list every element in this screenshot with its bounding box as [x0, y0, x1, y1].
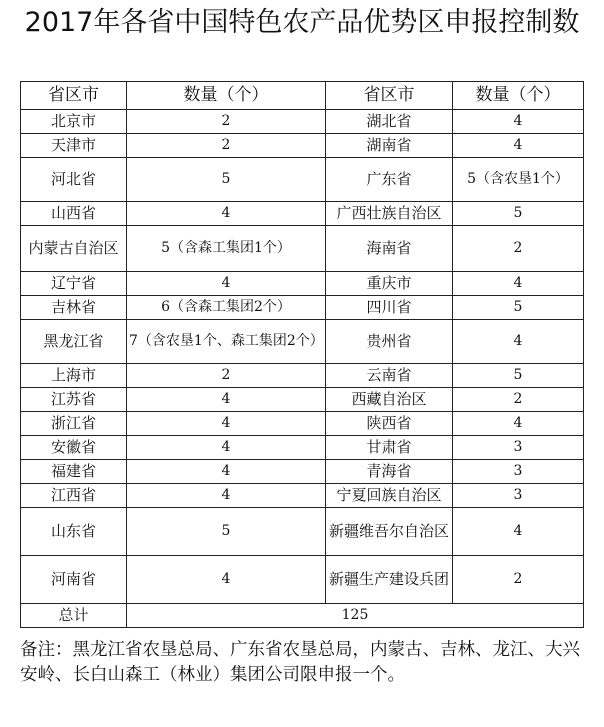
- count-cell: 5: [127, 158, 326, 202]
- table-row: [21, 202, 584, 226]
- province-cell: 山西省: [21, 202, 127, 226]
- province-cell: 天津市: [21, 134, 127, 158]
- province-cell: 辽宁省: [21, 272, 127, 296]
- province-cell: 广西壮族自治区: [326, 202, 453, 226]
- count-cell: 7（含农垦1个、森工集团2个）: [127, 320, 326, 364]
- province-cell: 河北省: [21, 158, 127, 202]
- count-cell: 5: [127, 508, 326, 556]
- table-row: [21, 556, 584, 604]
- province-cell: 北京市: [21, 110, 127, 134]
- footnote: 备注：黑龙江省农垦总局、广东省农垦总局，内蒙古、吉林、龙江、大兴安岭、长白山森工（林业）集团公司限申报一个。: [20, 640, 580, 685]
- count-cell: 5（含农垦1个）: [453, 158, 584, 202]
- quota-table: [20, 81, 584, 628]
- province-cell: 西藏自治区: [326, 388, 453, 412]
- table-row: [21, 508, 584, 556]
- count-cell: 4: [127, 436, 326, 460]
- total-label: 总计: [21, 604, 127, 628]
- count-cell: 3: [453, 460, 584, 484]
- table-header-row: [21, 82, 584, 110]
- province-cell: 湖南省: [326, 134, 453, 158]
- table-row: [21, 158, 584, 202]
- province-cell: 重庆市: [326, 272, 453, 296]
- count-cell: 5: [453, 202, 584, 226]
- province-cell: 安徽省: [21, 436, 127, 460]
- province-cell: 贵州省: [326, 320, 453, 364]
- province-cell: 青海省: [326, 460, 453, 484]
- province-cell: 四川省: [326, 296, 453, 320]
- table-row: [21, 388, 584, 412]
- count-cell: 2: [453, 388, 584, 412]
- header-count-right: 数量（个）: [453, 82, 584, 110]
- count-cell: 2: [453, 226, 584, 272]
- province-cell: 海南省: [326, 226, 453, 272]
- province-cell: 湖北省: [326, 110, 453, 134]
- count-cell: 4: [127, 484, 326, 508]
- count-cell: 4: [453, 508, 584, 556]
- count-cell: 5: [453, 364, 584, 388]
- table-row: [21, 296, 584, 320]
- header-province-right: 省区市: [326, 82, 453, 110]
- table-row: [21, 134, 584, 158]
- province-cell: 上海市: [21, 364, 127, 388]
- count-cell: 4: [127, 202, 326, 226]
- province-cell: 宁夏回族自治区: [326, 484, 453, 508]
- count-cell: 4: [127, 460, 326, 484]
- province-cell: 河南省: [21, 556, 127, 604]
- province-cell: 云南省: [326, 364, 453, 388]
- count-cell: 4: [453, 272, 584, 296]
- province-cell: 陕西省: [326, 412, 453, 436]
- province-cell: 广东省: [326, 158, 453, 202]
- count-cell: 2: [453, 556, 584, 604]
- count-cell: 4: [127, 412, 326, 436]
- table-row: [21, 436, 584, 460]
- province-cell: 浙江省: [21, 412, 127, 436]
- province-cell: 江苏省: [21, 388, 127, 412]
- province-cell: 吉林省: [21, 296, 127, 320]
- count-cell: 6（含森工集团2个）: [127, 296, 326, 320]
- count-cell: 2: [127, 364, 326, 388]
- count-cell: 3: [453, 436, 584, 460]
- total-row: [21, 604, 584, 628]
- table-row: [21, 364, 584, 388]
- province-cell: 内蒙古自治区: [21, 226, 127, 272]
- count-cell: 4: [453, 110, 584, 134]
- table-row: [21, 412, 584, 436]
- table-row: [21, 320, 584, 364]
- table-row: [21, 110, 584, 134]
- count-cell: 4: [127, 272, 326, 296]
- table-row: [21, 484, 584, 508]
- table-row: [21, 460, 584, 484]
- count-cell: 5（含森工集团1个）: [127, 226, 326, 272]
- count-cell: 4: [453, 320, 584, 364]
- count-cell: 4: [453, 134, 584, 158]
- province-cell: 新疆生产建设兵团: [326, 556, 453, 604]
- count-cell: 3: [453, 484, 584, 508]
- count-cell: 4: [453, 412, 584, 436]
- header-count-left: 数量（个）: [127, 82, 326, 110]
- count-cell: 4: [127, 556, 326, 604]
- count-cell: 5: [453, 296, 584, 320]
- province-cell: 黑龙江省: [21, 320, 127, 364]
- province-cell: 新疆维吾尔自治区: [326, 508, 453, 556]
- count-cell: 4: [127, 388, 326, 412]
- page-title: 2017年各省中国特色农产品优势区申报控制数: [24, 7, 580, 38]
- header-province-left: 省区市: [21, 82, 127, 110]
- count-cell: 2: [127, 134, 326, 158]
- province-cell: 福建省: [21, 460, 127, 484]
- province-cell: 甘肃省: [326, 436, 453, 460]
- table-row: [21, 272, 584, 296]
- province-cell: 山东省: [21, 508, 127, 556]
- table-row: [21, 226, 584, 272]
- total-value: 125: [127, 604, 584, 628]
- province-cell: 江西省: [21, 484, 127, 508]
- count-cell: 2: [127, 110, 326, 134]
